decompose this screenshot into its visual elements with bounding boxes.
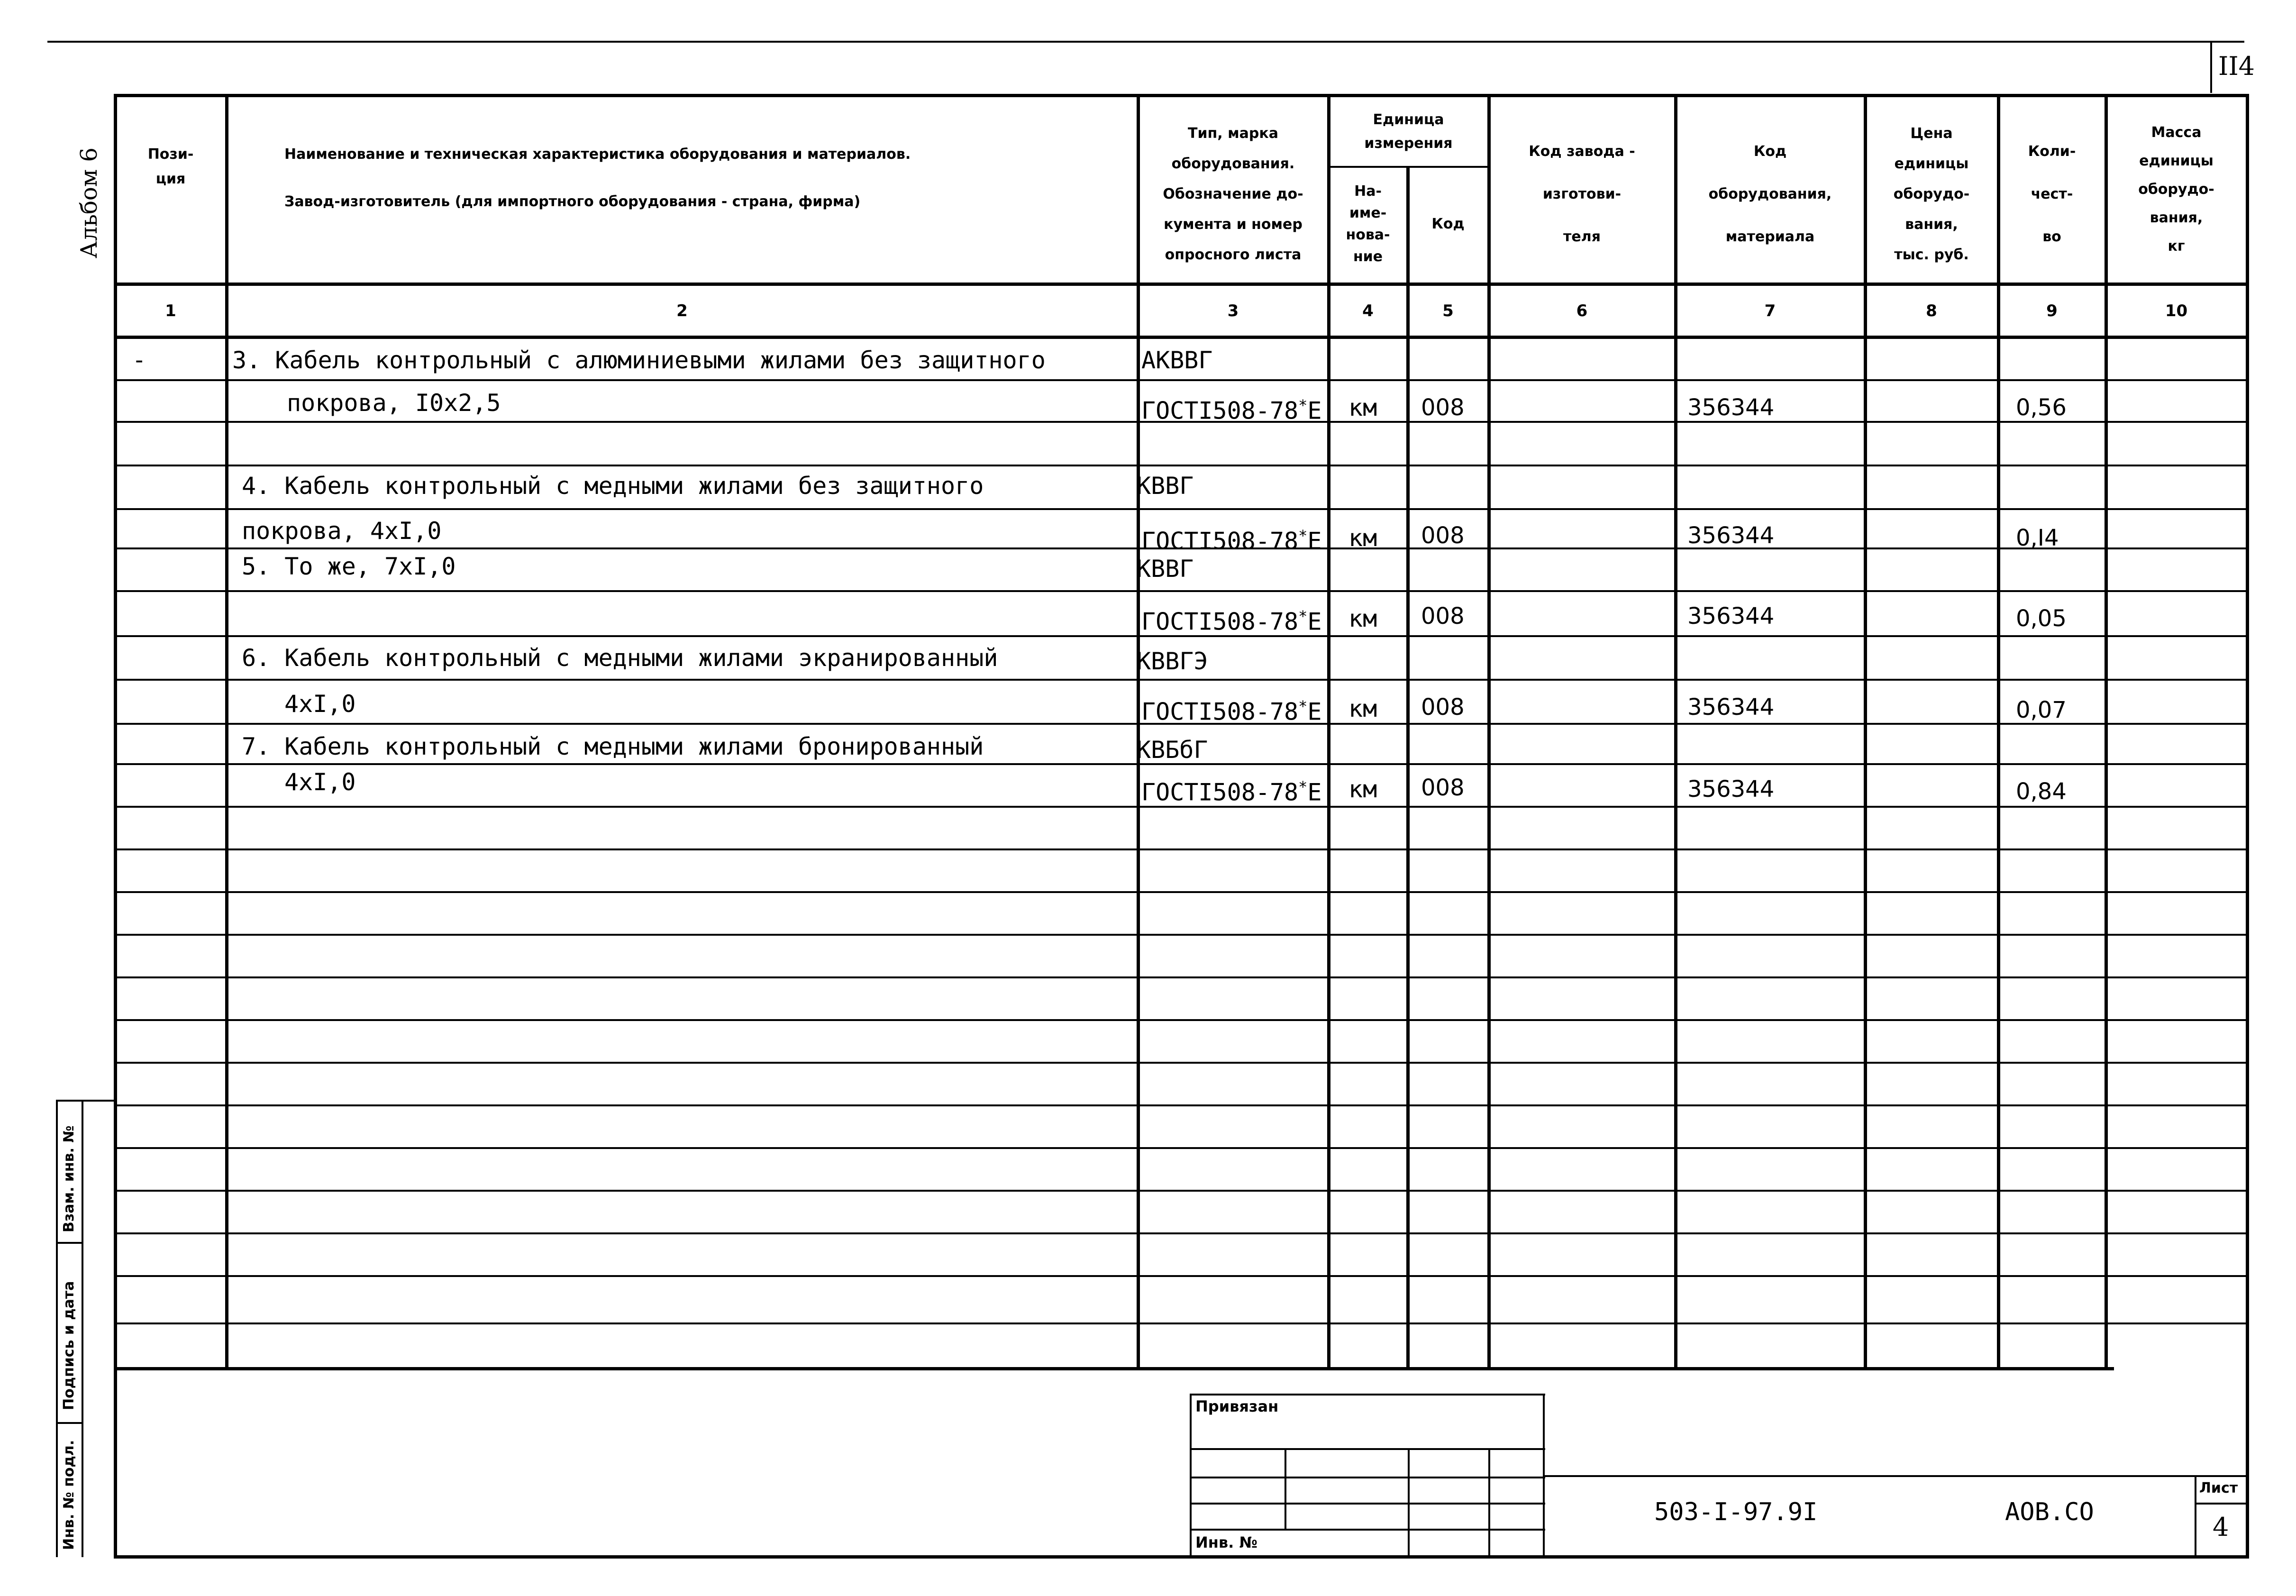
colnum-6: 6: [1576, 301, 1588, 320]
row-1-qty: 0,56: [2016, 394, 2067, 421]
header-price: Цена единицы оборудо- вания, тыс. руб.: [1893, 125, 1970, 263]
header-name-line1: Наименование и техническая характеристика оборудования и материалов.: [284, 146, 911, 163]
row-line: [114, 1190, 2249, 1192]
colnum-8: 8: [1926, 301, 1937, 320]
col-div-4: [1406, 166, 1410, 1369]
row-0-type: АКВВГ: [1141, 347, 1213, 374]
row-3-qty: 0,I4: [2016, 525, 2059, 551]
stamp-col-1: [1285, 1448, 1286, 1529]
row-2-name: 4. Кабель контрольный с медными жилами без защитного: [242, 472, 984, 500]
header-equipment-code: Код оборудования, материала: [1708, 143, 1832, 245]
colnum-3: 3: [1227, 301, 1239, 320]
row-5-qty: 0,05: [2016, 605, 2067, 632]
header-factory-code: Код завода - изготови- теля: [1529, 143, 1635, 245]
colnum-5: 5: [1442, 301, 1454, 320]
row-7-eq-code: 356344: [1687, 694, 1775, 720]
row-line: [114, 1019, 2249, 1021]
row-8-type: КВБбГ: [1137, 736, 1208, 764]
album-label: Альбом 6: [76, 147, 102, 258]
stamp-inv-label: Инв. №: [1195, 1533, 1257, 1551]
stamp-row-4: [1190, 1529, 1545, 1531]
row-7-type: ГОСТI508-78*Е: [1141, 697, 1322, 726]
row-7-code: 008: [1421, 694, 1465, 720]
stamp-col-2: [1408, 1448, 1410, 1557]
row-5-type: ГОСТI508-78*Е: [1141, 607, 1322, 636]
row-2-type: КВВГ: [1137, 472, 1194, 500]
stamp-main-line: [1543, 1475, 2249, 1477]
row-line: [114, 465, 2249, 466]
row-3-unit: км: [1348, 524, 1377, 552]
sheet-box-div: [2195, 1503, 2249, 1505]
row-6-type: КВВГЭ: [1137, 648, 1208, 675]
row-8-name: 7. Кабель контрольный с медными жилами бронированный: [242, 733, 984, 760]
stamp-left: [1190, 1394, 1192, 1557]
header-type: Тип, марка оборудования. Обозначение до- кумента и номер опросного листа: [1163, 125, 1303, 263]
side-inv-orig: Инв. № подл.: [61, 1440, 77, 1550]
colnum-7: 7: [1764, 301, 1776, 320]
header-unit-code: Код: [1431, 215, 1465, 232]
row-line: [114, 1232, 2249, 1234]
stamp-row-2: [1190, 1477, 1545, 1478]
header-unit-group: Единица измерения: [1364, 111, 1453, 152]
row-5-code: 008: [1421, 603, 1465, 629]
sheet-box-left: [2195, 1475, 2196, 1556]
side-inv-replace: Взам. инв. №: [61, 1125, 77, 1232]
top-border-line: [47, 41, 2244, 43]
row-line: [114, 1275, 2249, 1277]
row-1-unit: км: [1348, 394, 1377, 421]
row-4-type: КВВГ: [1137, 555, 1194, 583]
row-3-type: ГОСТI508-78*Е: [1141, 527, 1322, 555]
header-mass: Масса единицы оборудо- вания, кг: [2138, 124, 2214, 255]
row-7-unit: км: [1348, 695, 1377, 722]
side-div-2: [56, 1422, 82, 1424]
header-position: Пози- ция: [147, 146, 194, 187]
colnum-4: 4: [1362, 301, 1374, 320]
table-top: [114, 94, 2249, 97]
row-5-eq-code: 356344: [1687, 603, 1775, 629]
colnum-9: 9: [2046, 301, 2058, 320]
row-line: [114, 379, 2249, 381]
row-1-eq-code: 356344: [1687, 394, 1775, 421]
stamp-col-3: [1488, 1448, 1490, 1557]
row-9-eq-code: 356344: [1687, 776, 1775, 803]
row-line: [114, 679, 2249, 681]
row-line: [114, 1104, 2249, 1106]
row-3-code: 008: [1421, 522, 1465, 549]
frame-bottom: [114, 1555, 2249, 1559]
stamp-row-1: [1190, 1448, 1545, 1450]
side-div-1: [56, 1242, 82, 1244]
frame-right-top: [2210, 41, 2212, 93]
row-3-eq-code: 356344: [1687, 522, 1775, 549]
row-line: [114, 891, 2249, 893]
row-9-name: 4хI,0: [284, 768, 356, 796]
header-unit-name: На- име- нова- ние: [1346, 182, 1390, 265]
colnum-1: 1: [165, 301, 176, 320]
header-name-line2: Завод-изготовитель (для импортного оборудования - страна, фирма): [284, 193, 861, 210]
row-line: [114, 976, 2249, 978]
row-line: [114, 1147, 2249, 1149]
unit-sub-line: [1327, 166, 1487, 168]
side-sign-date: Подпись и дата: [61, 1281, 77, 1410]
doc-number: 503-I-97.9I: [1654, 1498, 1818, 1526]
row-line: [114, 1062, 2249, 1064]
row-line: [114, 1322, 2249, 1324]
sheet-top-number: II4: [2218, 51, 2255, 81]
row-9-code: 008: [1421, 775, 1465, 801]
row-3-name: покрова, 4хI,0: [242, 517, 442, 545]
row-5-unit: км: [1348, 605, 1377, 632]
row-6-name: 6. Кабель контрольный с медными жилами экранированный: [242, 644, 998, 672]
row-line: [114, 508, 2249, 510]
sheet-number: 4: [2213, 1512, 2229, 1542]
row-1-code: 008: [1421, 394, 1465, 421]
stamp-bound-label: Привязан: [1195, 1397, 1279, 1415]
row-1-type: ГОСТI508-78*Е: [1141, 396, 1322, 425]
row-0-name: 3. Кабель контрольный с алюминиевыми жилами без защитного: [232, 347, 1046, 374]
row-line: [114, 848, 2249, 850]
sheet-label: Лист: [2199, 1480, 2238, 1496]
stamp-top: [1190, 1394, 1545, 1395]
table-right: [2246, 94, 2249, 1559]
row-1-name: покрова, I0х2,5: [287, 389, 501, 417]
row-9-qty: 0,84: [2016, 778, 2067, 805]
colnum-2: 2: [676, 301, 688, 320]
row-9-unit: км: [1348, 775, 1377, 803]
side-frame-mid: [82, 1100, 83, 1557]
side-frame-top: [56, 1100, 116, 1102]
side-frame-left: [56, 1100, 58, 1557]
row-0-position: -: [135, 347, 144, 374]
row-9-type: ГОСТI508-78*Е: [1141, 778, 1322, 806]
row-7-name: 4хI,0: [284, 690, 356, 718]
colnum-10: 10: [2165, 301, 2188, 320]
stamp-row-3: [1190, 1503, 1545, 1505]
header-quantity: Коли- чест- во: [2028, 143, 2076, 245]
table-bottom: [114, 1367, 2114, 1370]
doc-code: АОВ.СО: [2005, 1498, 2094, 1526]
row-line: [114, 590, 2249, 592]
row-4-name: 5. То же, 7хI,0: [242, 553, 456, 580]
row-7-qty: 0,07: [2016, 697, 2067, 723]
row-line: [114, 934, 2249, 936]
